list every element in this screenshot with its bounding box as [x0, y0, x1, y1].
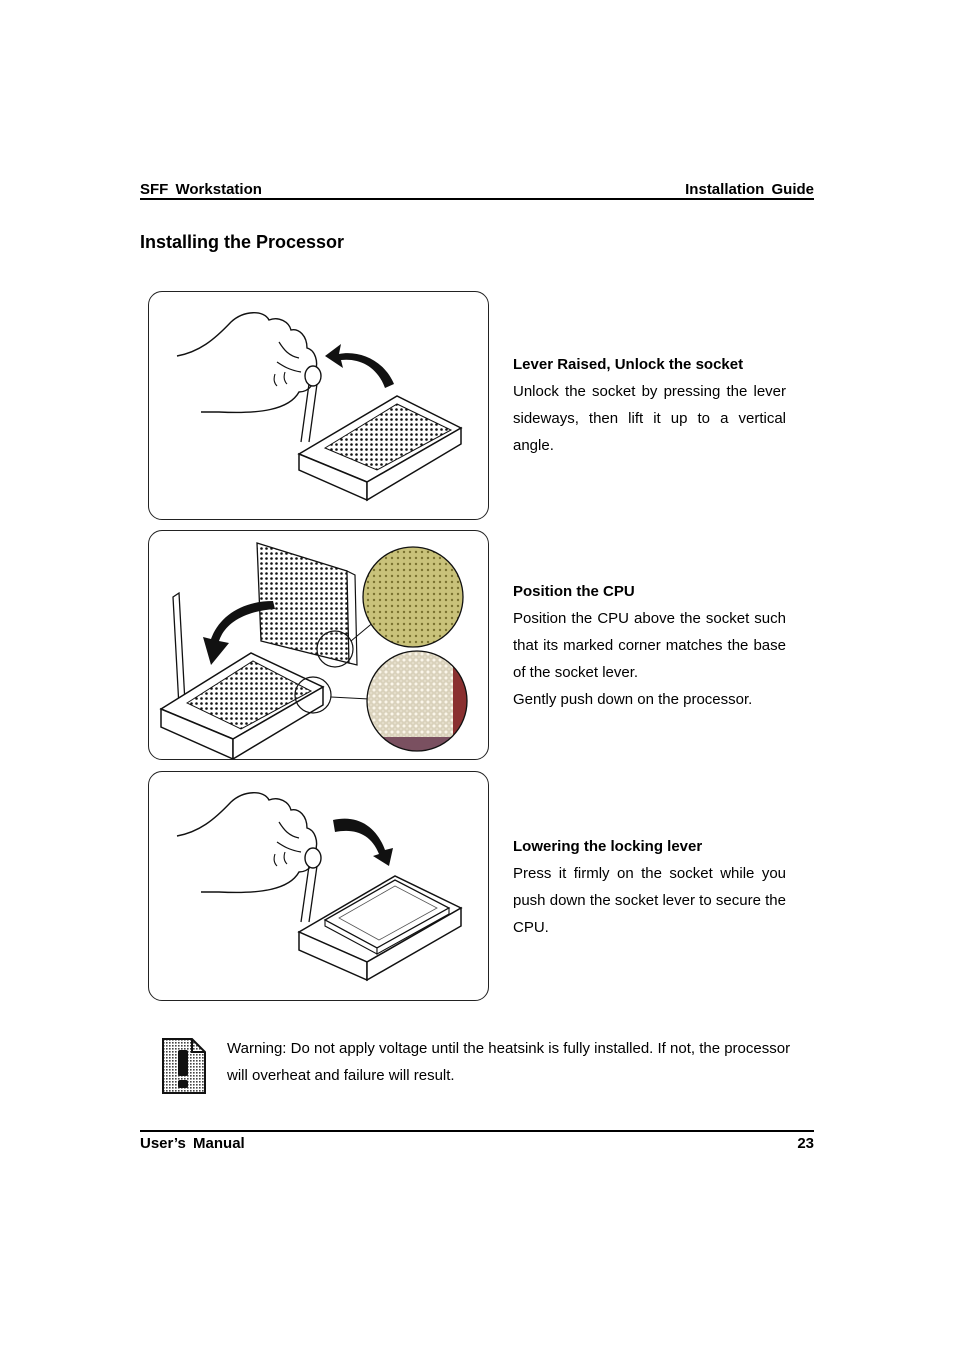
step-2-text: Position the CPU above the socket such that its marked corner matches the base of the socket lever. [513, 610, 786, 681]
step-2-description [513, 578, 786, 713]
warning-text: Warning: Do not apply voltage until the heatsink is fully installed. If not, the processor will overheat and failure will result. [227, 1040, 791, 1084]
header-left: SFF Workstation [140, 181, 262, 198]
illustration-position-cpu [148, 530, 489, 760]
step-3-title: Lowering the locking lever [513, 838, 703, 855]
lever-raised-drawing [149, 292, 489, 520]
step-2-title: Position the CPU [513, 583, 635, 600]
position-cpu-drawing [149, 531, 489, 760]
illustration-lever-raised [148, 291, 489, 520]
step-1-title: Lever Raised, Unlock the socket [513, 356, 744, 373]
page-footer [140, 1130, 814, 1154]
step-3-description [513, 833, 786, 941]
lowering-lever-drawing [149, 772, 489, 1001]
illustration-lowering-lever [148, 771, 489, 1001]
step-1-description [513, 351, 786, 459]
step-2-text-2: Gently push down on the processor. [513, 691, 753, 708]
step-3-text: Press it firmly on the socket while you push down the socket lever to secure the CPU. [513, 865, 786, 936]
page-number: 23 [797, 1135, 814, 1152]
step-1-text: Unlock the socket by pressing the lever sideways, then lift it up to a vertical angle. [513, 383, 786, 454]
warning-document-icon [160, 1036, 208, 1096]
section-title: Installing the Processor [140, 232, 345, 252]
header-right: Installation Guide [685, 181, 814, 198]
page-header [140, 181, 814, 200]
footer-left: User’s Manual [140, 1135, 245, 1152]
